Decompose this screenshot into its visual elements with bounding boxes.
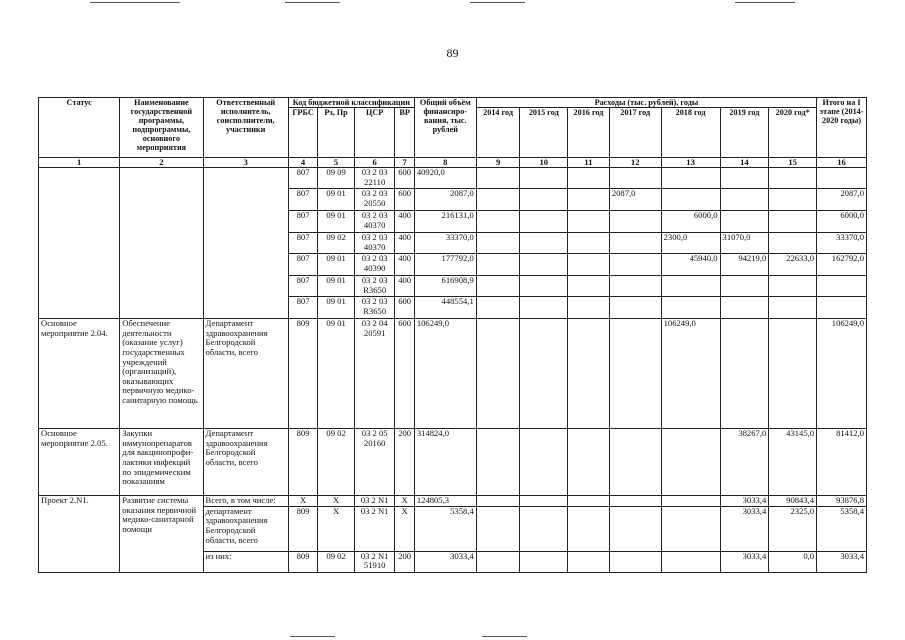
total-cell: 5358,4 bbox=[414, 506, 476, 551]
stage-total-cell: 81412,0 bbox=[817, 429, 867, 496]
year-2017-cell bbox=[609, 429, 661, 496]
name-cell: Закупки иммунопрепаратов для вакцинопрофи-лактики инфекций по эпидемическим показаниям bbox=[120, 429, 203, 496]
year-2017-cell: 2087,0 bbox=[609, 189, 661, 211]
vr-cell: X bbox=[395, 496, 414, 507]
year-2014-cell bbox=[476, 429, 520, 496]
year-2015-cell bbox=[520, 551, 568, 572]
year-2017-cell bbox=[609, 168, 661, 189]
budget-table bbox=[38, 97, 867, 573]
year-2014-cell bbox=[476, 496, 520, 507]
header-year-2014: 2014 год bbox=[476, 108, 520, 158]
stage-total-cell: 3033,4 bbox=[817, 551, 867, 572]
year-2018-cell: 106249,0 bbox=[661, 319, 720, 429]
year-2014-cell bbox=[476, 168, 520, 189]
year-2014-cell bbox=[476, 189, 520, 211]
vr-cell: 400 bbox=[395, 233, 414, 254]
header-year-2020: 2020 год* bbox=[769, 108, 817, 158]
executor-cell-continued bbox=[203, 168, 288, 319]
rzpr-cell: 09 02 bbox=[318, 551, 355, 572]
csr-cell: 03 2 03 40390 bbox=[354, 254, 395, 276]
year-2018-cell: 6000,0 bbox=[661, 211, 720, 233]
executor-cell: Департамент здравоохранения Белгородской области, всего bbox=[203, 319, 288, 429]
grbs-cell: 809 bbox=[288, 551, 317, 572]
year-2020-cell bbox=[769, 297, 817, 319]
csr-cell: 03 2 03 R3650 bbox=[354, 297, 395, 319]
stage-total-cell: 162792,0 bbox=[817, 254, 867, 276]
column-number: 15 bbox=[769, 158, 817, 168]
csr-cell: 03 2 N1 51910 bbox=[354, 551, 395, 572]
table-row bbox=[39, 168, 867, 189]
status-cell: Основное мероприятие 2.05. bbox=[39, 429, 120, 496]
column-number: 13 bbox=[661, 158, 720, 168]
year-2015-cell bbox=[520, 168, 568, 189]
vr-cell: 600 bbox=[395, 297, 414, 319]
stage-total-cell bbox=[817, 168, 867, 189]
year-2014-cell bbox=[476, 319, 520, 429]
year-2020-cell: 22633,0 bbox=[769, 254, 817, 276]
header-stage-total: Итого на I этапе (2014-2020 годы) bbox=[817, 98, 867, 158]
header-year-2019: 2019 год bbox=[720, 108, 769, 158]
year-2017-cell bbox=[609, 551, 661, 572]
grbs-cell: 807 bbox=[288, 233, 317, 254]
year-2018-cell bbox=[661, 496, 720, 507]
year-2019-cell bbox=[720, 168, 769, 189]
header-row-1 bbox=[39, 98, 867, 108]
column-number: 1 bbox=[39, 158, 120, 168]
year-2018-cell bbox=[661, 168, 720, 189]
header-year-2018: 2018 год bbox=[661, 108, 720, 158]
grbs-cell: 809 bbox=[288, 506, 317, 551]
vr-cell: 400 bbox=[395, 211, 414, 233]
year-2014-cell bbox=[476, 506, 520, 551]
year-2020-cell bbox=[769, 233, 817, 254]
grbs-cell: 807 bbox=[288, 297, 317, 319]
year-2019-cell bbox=[720, 211, 769, 233]
year-2019-cell bbox=[720, 276, 769, 297]
rzpr-cell: 09 02 bbox=[318, 233, 355, 254]
year-2014-cell bbox=[476, 211, 520, 233]
column-number: 16 bbox=[817, 158, 867, 168]
rzpr-cell: X bbox=[318, 506, 355, 551]
csr-cell: 03 2 03 R3650 bbox=[354, 276, 395, 297]
year-2016-cell bbox=[568, 168, 610, 189]
year-2016-cell bbox=[568, 551, 610, 572]
year-2017-cell bbox=[609, 297, 661, 319]
top-rule-1 bbox=[90, 2, 180, 3]
year-2018-cell bbox=[661, 297, 720, 319]
bottom-rule-1 bbox=[290, 636, 335, 637]
stage-total-cell: 33370,0 bbox=[817, 233, 867, 254]
column-number: 8 bbox=[414, 158, 476, 168]
year-2016-cell bbox=[568, 319, 610, 429]
total-cell: 177792,0 bbox=[414, 254, 476, 276]
status-cell-continued bbox=[39, 168, 120, 319]
table-row-project-2-n1 bbox=[39, 496, 867, 507]
rzpr-cell: 09 01 bbox=[318, 189, 355, 211]
vr-cell: 400 bbox=[395, 276, 414, 297]
stage-total-cell: 6000,0 bbox=[817, 211, 867, 233]
csr-cell: 03 2 03 40370 bbox=[354, 211, 395, 233]
year-2016-cell bbox=[568, 254, 610, 276]
column-number: 6 bbox=[354, 158, 395, 168]
year-2020-cell bbox=[769, 211, 817, 233]
year-2014-cell bbox=[476, 297, 520, 319]
header-program-name: Наименование государственной программы, подпрограммы, основного мероприятия bbox=[120, 98, 203, 158]
year-2020-cell bbox=[769, 189, 817, 211]
year-2019-cell: 31070,0 bbox=[720, 233, 769, 254]
rzpr-cell: 09 01 bbox=[318, 211, 355, 233]
header-status: Статус bbox=[39, 98, 120, 158]
year-2015-cell bbox=[520, 297, 568, 319]
year-2015-cell bbox=[520, 319, 568, 429]
top-rule-2 bbox=[285, 2, 340, 3]
year-2017-cell bbox=[609, 276, 661, 297]
year-2020-cell: 0,0 bbox=[769, 551, 817, 572]
year-2019-cell bbox=[720, 189, 769, 211]
year-2020-cell: 2325,0 bbox=[769, 506, 817, 551]
year-2017-cell bbox=[609, 496, 661, 507]
column-number: 11 bbox=[568, 158, 610, 168]
name-cell: Развитие системы оказания первичной медико-санитарной помощи bbox=[120, 496, 203, 573]
column-number: 4 bbox=[288, 158, 317, 168]
year-2016-cell bbox=[568, 496, 610, 507]
year-2018-cell bbox=[661, 506, 720, 551]
total-cell: 124805,3 bbox=[414, 496, 476, 507]
year-2017-cell bbox=[609, 319, 661, 429]
year-2016-cell bbox=[568, 429, 610, 496]
year-2018-cell bbox=[661, 276, 720, 297]
year-2017-cell bbox=[609, 254, 661, 276]
year-2019-cell: 94219,0 bbox=[720, 254, 769, 276]
executor-cell: из них: bbox=[203, 551, 288, 572]
year-2018-cell: 2300,0 bbox=[661, 233, 720, 254]
year-2019-cell: 3033,4 bbox=[720, 551, 769, 572]
total-cell: 3033,4 bbox=[414, 551, 476, 572]
status-cell: Основное мероприятие 2.04. bbox=[39, 319, 120, 429]
executor-cell: Департамент здравоохранения Белгородской области, всего bbox=[203, 429, 288, 496]
grbs-cell: 809 bbox=[288, 319, 317, 429]
year-2014-cell bbox=[476, 254, 520, 276]
total-cell: 2087,0 bbox=[414, 189, 476, 211]
header-rzpr: Рз, Пр bbox=[318, 108, 355, 158]
vr-cell: 400 bbox=[395, 254, 414, 276]
column-number: 12 bbox=[609, 158, 661, 168]
year-2018-cell bbox=[661, 189, 720, 211]
year-2020-cell bbox=[769, 276, 817, 297]
vr-cell: 200 bbox=[395, 551, 414, 572]
grbs-cell: 807 bbox=[288, 211, 317, 233]
vr-cell: 600 bbox=[395, 189, 414, 211]
year-2015-cell bbox=[520, 189, 568, 211]
status-cell: Проект 2.N1. bbox=[39, 496, 120, 573]
header-expenses: Расходы (тыс. рублей), годы bbox=[476, 98, 816, 108]
csr-cell: 03 2 N1 bbox=[354, 506, 395, 551]
column-number: 3 bbox=[203, 158, 288, 168]
year-2014-cell bbox=[476, 276, 520, 297]
name-cell-continued bbox=[120, 168, 203, 319]
vr-cell: 600 bbox=[395, 319, 414, 429]
year-2019-cell: 38267,0 bbox=[720, 429, 769, 496]
year-2015-cell bbox=[520, 211, 568, 233]
grbs-cell: 807 bbox=[288, 189, 317, 211]
year-2020-cell: 43145,0 bbox=[769, 429, 817, 496]
csr-cell: 03 2 04 20591 bbox=[354, 319, 395, 429]
year-2018-cell bbox=[661, 429, 720, 496]
year-2015-cell bbox=[520, 276, 568, 297]
csr-cell: 03 2 N1 bbox=[354, 496, 395, 507]
year-2015-cell bbox=[520, 506, 568, 551]
year-2019-cell bbox=[720, 297, 769, 319]
grbs-cell: 809 bbox=[288, 429, 317, 496]
executor-cell: департамент здравоохранения Белгородской области, всего bbox=[203, 506, 288, 551]
total-cell: 33370,0 bbox=[414, 233, 476, 254]
csr-cell: 03 2 03 20550 bbox=[354, 189, 395, 211]
header-year-2017: 2017 год bbox=[609, 108, 661, 158]
year-2020-cell: 90843,4 bbox=[769, 496, 817, 507]
total-cell: 616908,9 bbox=[414, 276, 476, 297]
rzpr-cell: 09 01 bbox=[318, 276, 355, 297]
grbs-cell: 807 bbox=[288, 168, 317, 189]
year-2014-cell bbox=[476, 551, 520, 572]
year-2017-cell bbox=[609, 233, 661, 254]
column-number: 14 bbox=[720, 158, 769, 168]
csr-cell: 03 2 03 40370 bbox=[354, 233, 395, 254]
year-2020-cell bbox=[769, 319, 817, 429]
csr-cell: 03 2 03 22110 bbox=[354, 168, 395, 189]
column-number: 5 bbox=[318, 158, 355, 168]
rzpr-cell: 09 02 bbox=[318, 429, 355, 496]
column-number: 9 bbox=[476, 158, 520, 168]
vr-cell: 200 bbox=[395, 429, 414, 496]
total-cell: 40920,0 bbox=[414, 168, 476, 189]
stage-total-cell bbox=[817, 297, 867, 319]
header-year-2015: 2015 год bbox=[520, 108, 568, 158]
total-cell: 106249,0 bbox=[414, 319, 476, 429]
year-2016-cell bbox=[568, 211, 610, 233]
year-2016-cell bbox=[568, 189, 610, 211]
column-number: 2 bbox=[120, 158, 203, 168]
stage-total-cell: 93876,8 bbox=[817, 496, 867, 507]
rzpr-cell: 09 01 bbox=[318, 254, 355, 276]
year-2016-cell bbox=[568, 506, 610, 551]
year-2014-cell bbox=[476, 233, 520, 254]
year-2019-cell bbox=[720, 319, 769, 429]
header-year-2016: 2016 год bbox=[568, 108, 610, 158]
year-2020-cell bbox=[769, 168, 817, 189]
stage-total-cell: 5358,4 bbox=[817, 506, 867, 551]
csr-cell: 03 2 05 20160 bbox=[354, 429, 395, 496]
year-2015-cell bbox=[520, 233, 568, 254]
executor-cell: Всего, в том числе: bbox=[203, 496, 288, 507]
bottom-rule-2 bbox=[482, 636, 527, 637]
top-rule-3 bbox=[470, 2, 525, 3]
column-number: 7 bbox=[395, 158, 414, 168]
name-cell: Обеспечение деятельности (оказание услуг) государственных учреждений (организаций), оказывающих первичную медико-санитарную помощь bbox=[120, 319, 203, 429]
top-rule-4 bbox=[735, 2, 795, 3]
year-2017-cell bbox=[609, 506, 661, 551]
rzpr-cell: 09 09 bbox=[318, 168, 355, 189]
header-budget-code: Код бюджетной классификации bbox=[288, 98, 414, 108]
column-number: 10 bbox=[520, 158, 568, 168]
year-2016-cell bbox=[568, 297, 610, 319]
rzpr-cell: X bbox=[318, 496, 355, 507]
year-2018-cell: 45940,0 bbox=[661, 254, 720, 276]
vr-cell: X bbox=[395, 506, 414, 551]
table-row-event-2-04 bbox=[39, 319, 867, 429]
rzpr-cell: 09 01 bbox=[318, 297, 355, 319]
year-2016-cell bbox=[568, 233, 610, 254]
grbs-cell: 807 bbox=[288, 254, 317, 276]
year-2015-cell bbox=[520, 429, 568, 496]
table-row-event-2-05 bbox=[39, 429, 867, 496]
stage-total-cell: 2087,0 bbox=[817, 189, 867, 211]
total-cell: 448554,1 bbox=[414, 297, 476, 319]
stage-total-cell: 106249,0 bbox=[817, 319, 867, 429]
grbs-cell: X bbox=[288, 496, 317, 507]
vr-cell: 600 bbox=[395, 168, 414, 189]
year-2015-cell bbox=[520, 254, 568, 276]
year-2017-cell bbox=[609, 211, 661, 233]
year-2015-cell bbox=[520, 496, 568, 507]
total-cell: 314824,0 bbox=[414, 429, 476, 496]
total-cell: 216131,0 bbox=[414, 211, 476, 233]
stage-total-cell bbox=[817, 276, 867, 297]
grbs-cell: 807 bbox=[288, 276, 317, 297]
rzpr-cell: 09 01 bbox=[318, 319, 355, 429]
header-executor: Ответственный исполнитель, соисполнители, участники bbox=[203, 98, 288, 158]
year-2016-cell bbox=[568, 276, 610, 297]
year-2019-cell: 3033,4 bbox=[720, 496, 769, 507]
year-2019-cell: 3033,4 bbox=[720, 506, 769, 551]
header-total-financing: Общий объём финансиро-вания, тыс. рублей bbox=[414, 98, 476, 158]
header-csr: ЦСР bbox=[354, 108, 395, 158]
header-vr: ВР bbox=[395, 108, 414, 158]
page-number: 89 bbox=[446, 46, 459, 60]
year-2018-cell bbox=[661, 551, 720, 572]
header-grbs: ГРБС bbox=[288, 108, 317, 158]
column-number-row bbox=[39, 158, 867, 168]
